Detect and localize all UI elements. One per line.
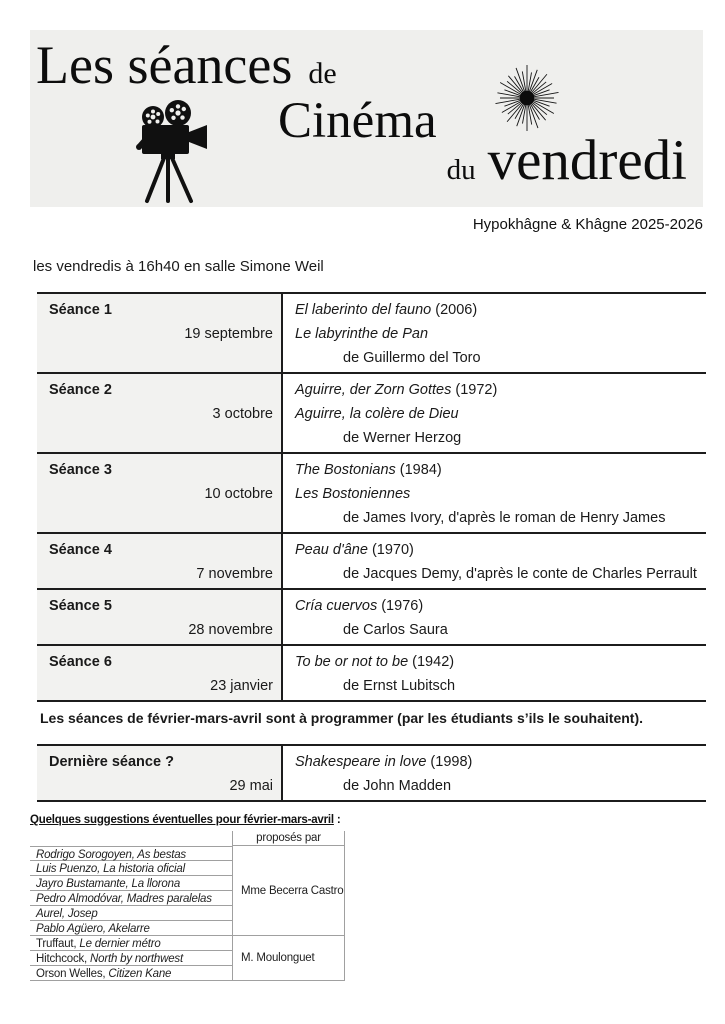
film-title-line [295,378,706,402]
film-french-title: Aguirre, la colère de Dieu [295,406,459,422]
title-vendredi: vendredi [487,129,687,192]
masthead-line3 [447,128,687,193]
schedule-row-1 [37,294,706,374]
session-label: Séance 2 [49,382,112,398]
schedule-table [37,292,706,702]
film-french-title: Le labyrinthe de Pan [295,326,429,342]
session-date: 3 octobre [212,406,273,422]
title-de: de [308,57,337,90]
film-french-title: Les Bostoniennes [295,486,411,502]
film-director: de Ernst Lubitsch [343,678,456,694]
proposer-cell: Mme Becerra Castro [232,846,345,936]
film-title-line [295,458,706,482]
masthead [30,30,703,207]
session-label: Séance 3 [49,462,112,478]
session-label: Dernière séance ? [49,754,174,770]
film-year: (1970) [367,542,414,558]
programming-note: Les séances de février-mars-avril sont à programmer (par les étudiants s’ils le souhaitent). [40,710,643,726]
suggestion-row: Pablo Agüero , Akelarre [30,921,232,936]
session-date: 10 octobre [204,486,273,502]
film-original-title: El laberinto del fauno [295,302,432,318]
session-cell [37,746,283,800]
suggestion-row: Hitchcock , North by northwest [30,951,232,966]
suggestions-heading: Quelques suggestions éventuelles pour février-mars-avril : [30,814,341,826]
suggestions-section [30,814,345,981]
film-cell [283,590,706,644]
film-original-title: Shakespeare in love [295,754,427,770]
session-label: Séance 1 [49,302,112,318]
film-cell [283,374,706,452]
film-year: (1976) [377,598,424,614]
film-title-line [295,594,706,618]
session-cell [37,646,283,700]
film-director: de John Madden [343,778,452,794]
year-subtitle: Hypokhâgne & Khâgne 2025-2026 [472,216,703,233]
schedule-row-5 [37,590,706,646]
session-cell [37,374,283,452]
last-session-table [37,744,706,802]
film-original-title: To be or not to be [295,654,409,670]
proposer-cell: M. Moulonguet [232,936,345,981]
masthead-line1 [36,34,337,96]
film-title-line [295,750,706,774]
film-original-title: Peau d'âne [295,542,368,558]
film-year: (2006) [431,302,478,318]
film-director: de Carlos Saura [343,622,448,638]
film-year: (1998) [426,754,473,770]
session-date: 7 novembre [196,566,273,582]
session-date: 19 septembre [184,326,273,342]
proposer-column-header: proposés par [232,831,345,846]
film-cell [283,646,706,700]
schedule-row-2 [37,374,706,454]
starburst-icon [492,63,562,133]
film-cell [283,746,706,800]
film-director: de Guillermo del Toro [343,350,481,366]
schedule-row-3 [37,454,706,534]
session-cell [37,534,283,588]
suggestion-row: Jayro Bustamante , La llorona [30,876,232,891]
suggestion-row: Orson Welles , Citizen Kane [30,966,232,981]
suggestion-row: Truffaut , Le dernier métro [30,936,232,951]
session-cell [37,590,283,644]
title-les-seances: Les séances [36,35,293,95]
intro-line: les vendredis à 16h40 en salle Simone Weil [33,258,324,275]
session-label: Séance 6 [49,654,112,670]
suggestion-row: Pedro Almodóvar , Madres paralelas [30,891,232,906]
suggestions-table [30,831,345,981]
schedule-row-6 [37,646,706,702]
film-year: (1972) [451,382,498,398]
film-original-title: Cría cuervos [295,598,378,614]
film-original-title: The Bostonians [295,462,396,478]
title-cinema: Cinéma [278,93,437,149]
film-director: de Werner Herzog [343,430,462,446]
schedule-row-4 [37,534,706,590]
suggestion-row: Aurel , Josep [30,906,232,921]
film-year: (1984) [395,462,442,478]
film-director: de James Ivory, d'après le roman de Henry James [343,510,666,526]
film-title-line [295,538,706,562]
session-cell [37,294,283,372]
last-session-row [37,746,706,802]
film-director: de Jacques Demy, d'après le conte de Charles Perrault [343,566,697,582]
suggestion-row: Luis Puenzo , La historia oficial [30,861,232,876]
session-cell [37,454,283,532]
film-year: (1942) [408,654,455,670]
title-du: du [446,154,476,186]
suggestion-row: Rodrigo Sorogoyen , As bestas [30,846,232,861]
session-date: 23 janvier [210,678,273,694]
film-cell [283,534,706,588]
film-title-line [295,650,706,674]
film-camera-icon [136,100,210,204]
film-cell [283,454,706,532]
session-date: 28 novembre [188,622,273,638]
session-label: Séance 5 [49,598,112,614]
film-title-line [295,298,706,322]
film-original-title: Aguirre, der Zorn Gottes [295,382,452,398]
session-date: 29 mai [229,778,273,794]
session-label: Séance 4 [49,542,112,558]
film-cell [283,294,706,372]
